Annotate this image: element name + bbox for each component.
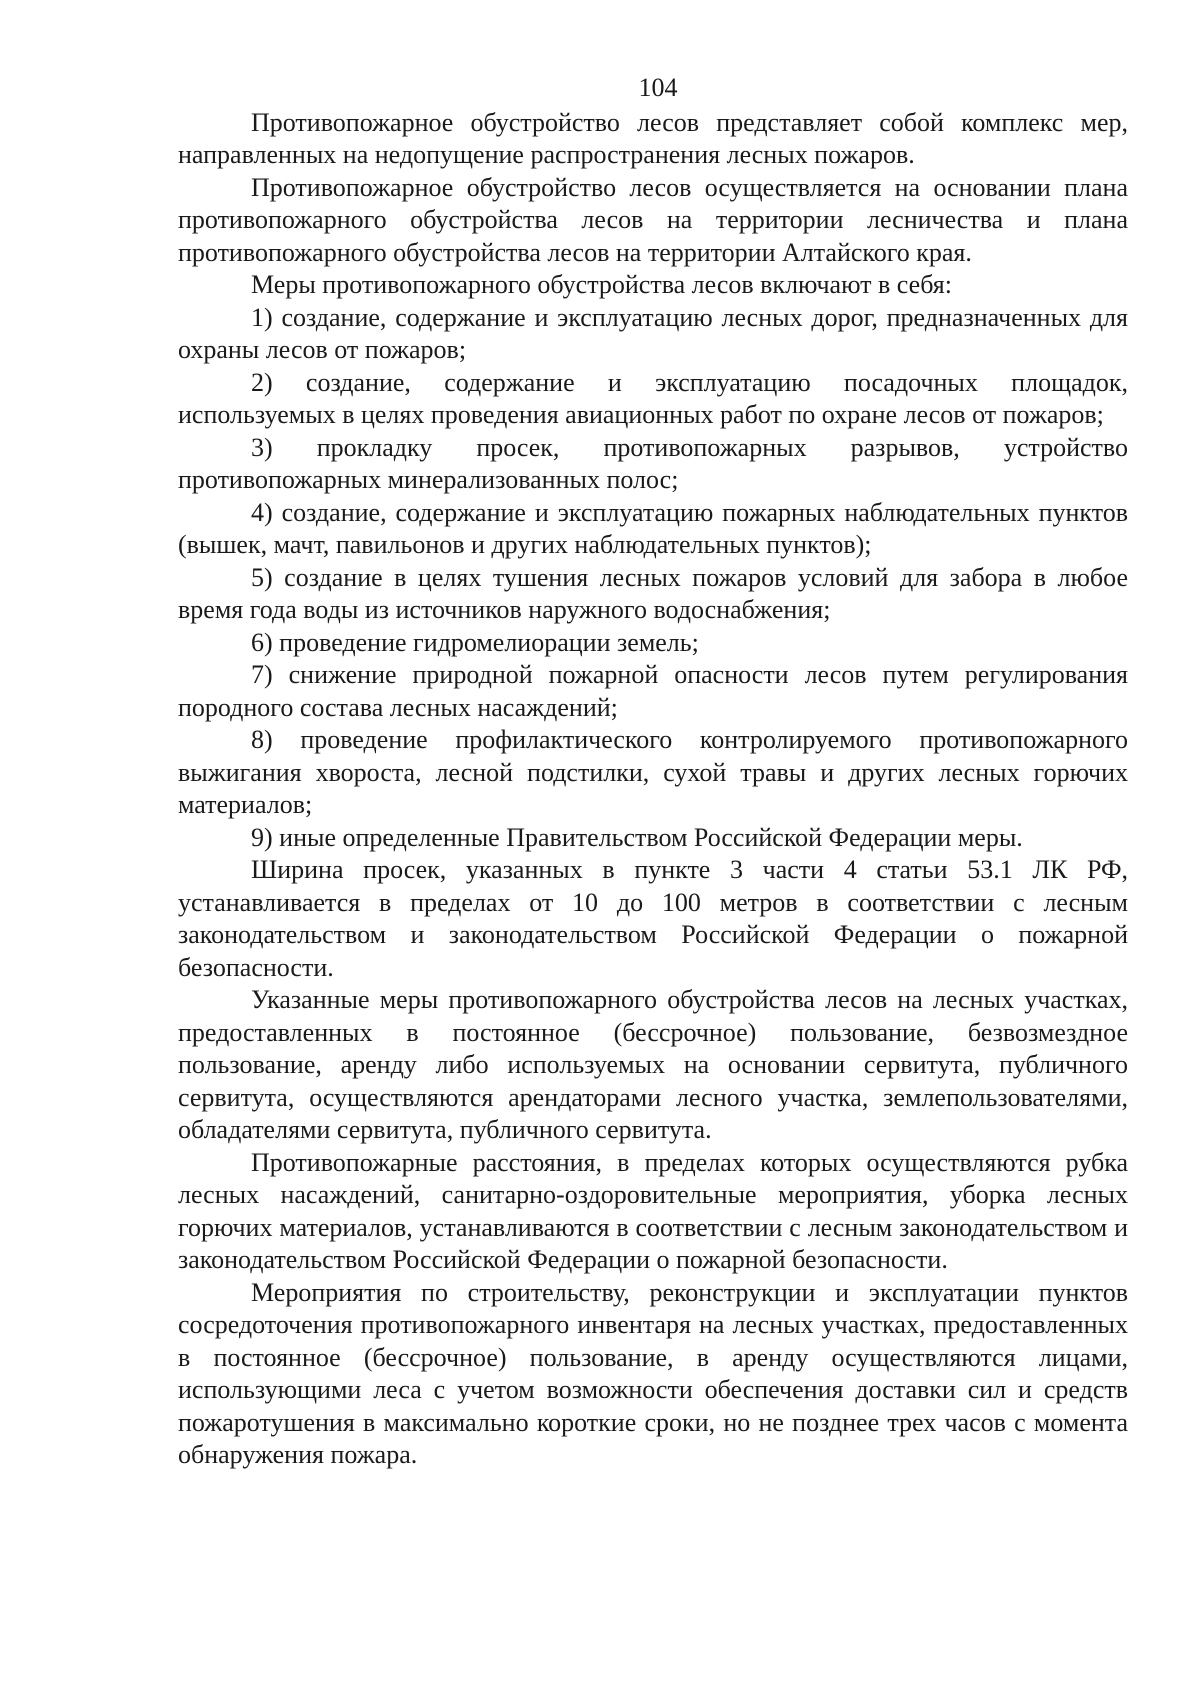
- paragraph: Противопожарное обустройство лесов осуществляется на основании плана противопожарного обустройства лесов на территории лесничества и плана противопожарного обустройства лесов на территории Алтайского края.: [178, 172, 1128, 267]
- paragraph: Меры противопожарного обустройства лесов включают в себя:: [251, 270, 952, 299]
- page-number: 104: [638, 73, 678, 102]
- paragraph: Противопожарное обустройство лесов представляет собой комплекс мер, направленных на недопущение распространения лесных пожаров.: [178, 107, 1128, 169]
- list-item: 4) создание, содержание и эксплуатацию пожарных наблюдательных пунктов (вышек, мачт, павильонов и других наблюдательных пунктов);: [178, 497, 1128, 559]
- paragraph: Ширина просек, указанных в пункте 3 части 4 статьи 53.1 ЛК РФ, устанавливается в пределах от 10 до 100 метров в соответствии с лесным законодательством и законодательством Российской Федерации о пожарной безопасности.: [178, 855, 1128, 982]
- list-item: 5) создание в целях тушения лесных пожаров условий для забора в любое время года воды из источников наружного водоснабжения;: [178, 562, 1128, 624]
- list-item: 3) прокладку просек, противопожарных разрывов, устройство противопожарных минерализованных полос;: [178, 432, 1128, 494]
- list-item: 9) иные определенные Правительством Российской Федерации меры.: [251, 822, 1023, 852]
- list-item: 7) снижение природной пожарной опасности лесов путем регулирования породного состава лесных насаждений;: [178, 660, 1128, 722]
- paragraph: Мероприятия по строительству, реконструкции и эксплуатации пунктов сосредоточения противопожарного инвентаря на лесных участках, предоставленных в постоянное (бессрочное) пользование, в аренду осуществляются лицами, использующими леса с учетом возможности обеспечения доставки сил и средств пожаротушения в максимально короткие сроки, но не позднее трех часов с момента обнаружения пожара.: [178, 1277, 1128, 1469]
- list-item: 2) создание, содержание и эксплуатацию посадочных площадок, используемых в целях проведения авиационных работ по охране лесов от пожаров;: [178, 367, 1128, 429]
- list-item: 8) проведение профилактического контролируемого противопожарного выжигания хвороста, лесной подстилки, сухой травы и других лесных горючих материалов;: [178, 725, 1128, 819]
- document-page: [178, 72, 1128, 1472]
- list-item: 6) проведение гидромелиорации земель;: [251, 627, 699, 657]
- list-item: 1) создание, содержание и эксплуатацию лесных дорог, предназначенных для охраны лесов от пожаров;: [178, 302, 1128, 364]
- paragraph: Противопожарные расстояния, в пределах которых осуществляются рубка лесных насаждений, санитарно-оздоровительные мероприятия, уборка лесных горючих материалов, устанавливаются в соответствии с лесным законодательством и законодательством Российской Федерации о пожарной безопасности.: [178, 1147, 1128, 1274]
- paragraph: Указанные меры противопожарного обустройства лесов на лесных участках, предоставленных в постоянное (бессрочное) пользование, безвозмездное пользование, аренду либо используемых на основании сервитута, публичного сервитута, осуществляются арендаторами лесного участка, землепользователями, обладателями сервитута, публичного сервитута.: [178, 985, 1128, 1144]
